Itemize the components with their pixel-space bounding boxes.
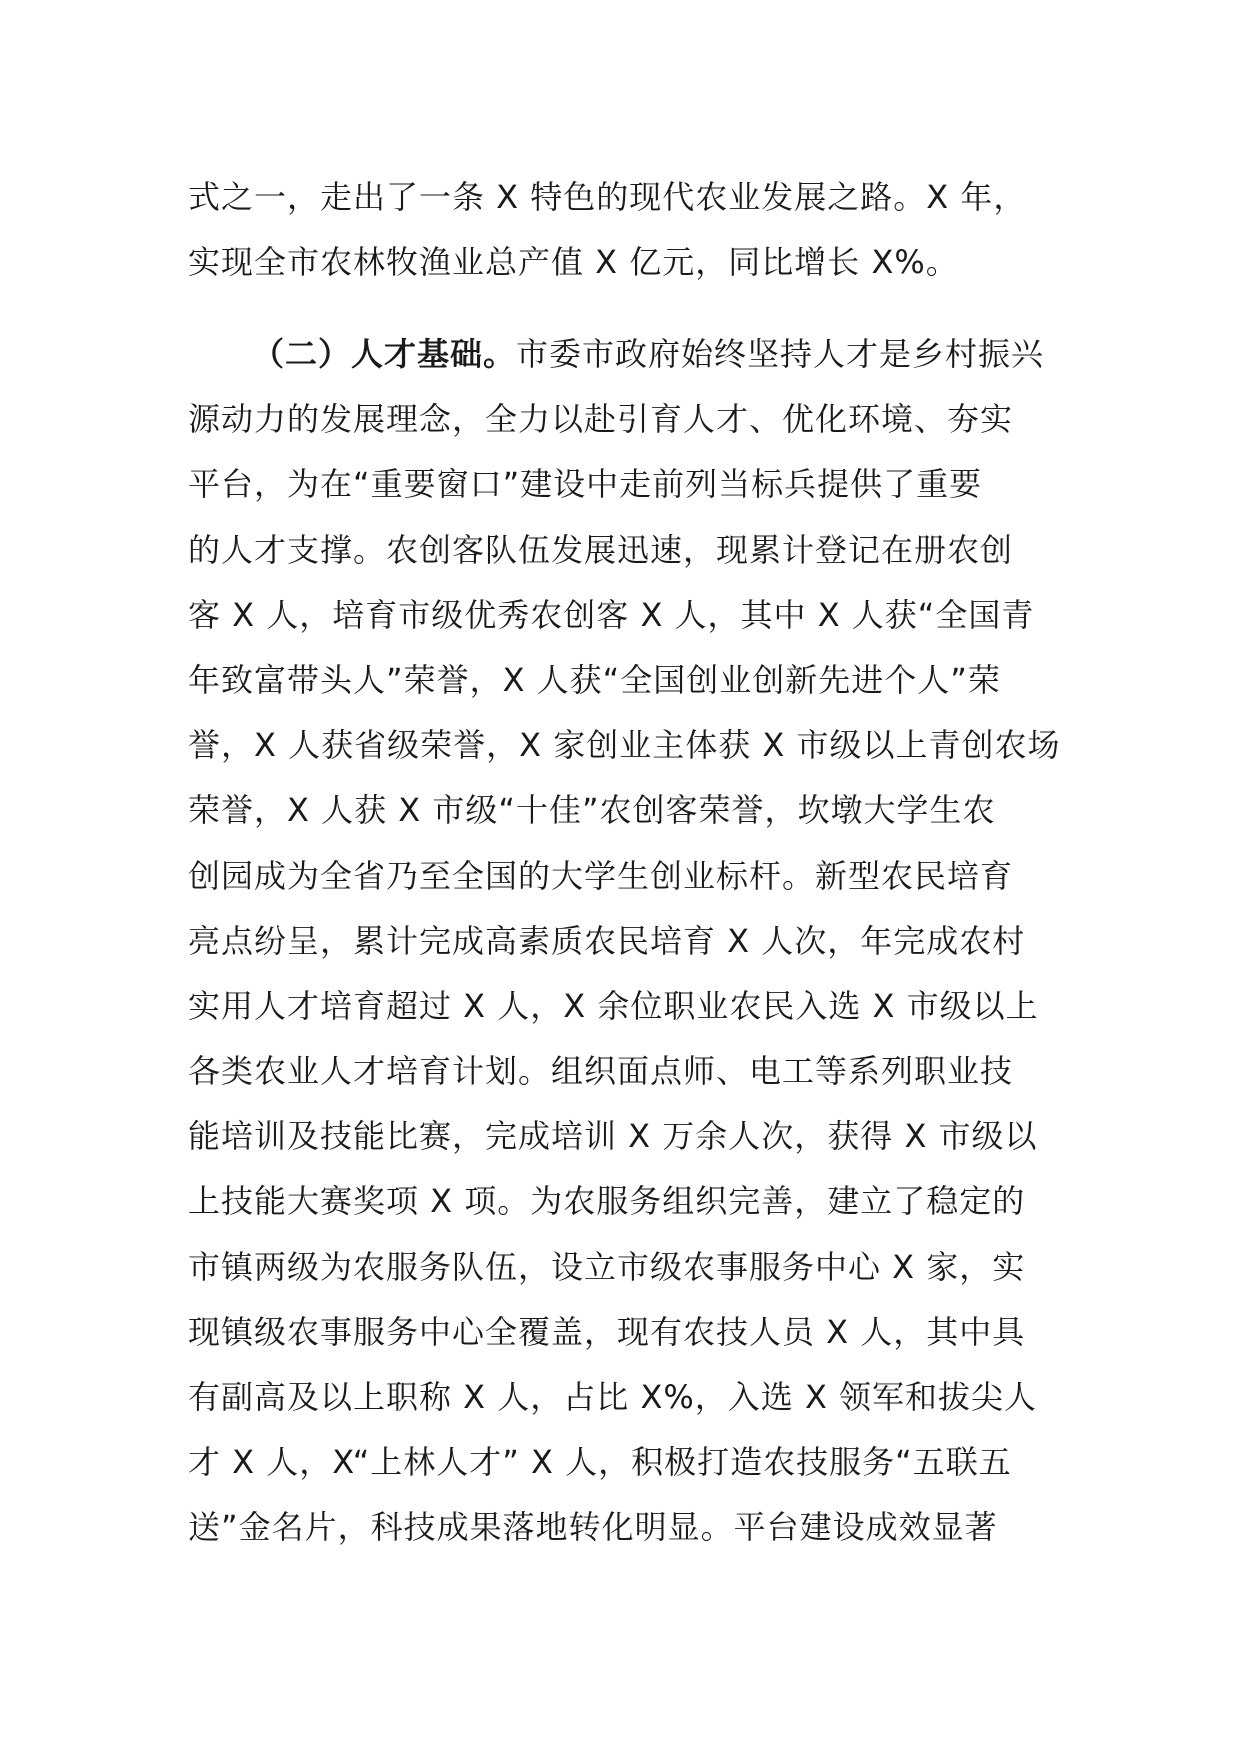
text-line: 的人才支撑。农创客队伍发展迅速，现累计登记在册农创 [188, 530, 1014, 569]
text-line: 实现全市农林牧渔业总产值 X 亿元，同比增长 X%。 [188, 243, 959, 282]
text-line: 上技能大赛奖项 X 项。为农服务组织完善，建立了稳定的 [188, 1182, 1026, 1221]
text-line: 实用人才培育超过 X 人，X 余位职业农民入选 X 市级以上 [188, 986, 1039, 1025]
text-line: 才 X 人，X“上林人才” X 人，积极打造农技服务“五联五 [188, 1443, 1012, 1482]
text-line-rest: 市委市政府始终坚持人才是乡村振兴 [516, 335, 1045, 373]
text-line: 平台，为在“重要窗口”建设中走前列当标兵提供了重要 [188, 465, 983, 504]
text-line: 源动力的发展理念，全力以赴引育人才、优化环境、夯实 [188, 400, 1014, 439]
text-line: 能培训及技能比赛，完成培训 X 万余人次，获得 X 市级以 [188, 1117, 1038, 1156]
text-line: 创园成为全省乃至全国的大学生创业标杆。新型农民培育 [188, 856, 1014, 895]
text-line: 誉，X 人获省级荣誉，X 家创业主体获 X 市级以上青创农场 [188, 726, 1061, 765]
text-line: 式之一，走出了一条 X 特色的现代农业发展之路。X 年， [188, 178, 1027, 216]
text-line: 市镇两级为农服务队伍，设立市级农事服务中心 X 家，实 [188, 1247, 1026, 1286]
text-line: 现镇级农事服务中心全覆盖，现有农技人员 X 人，其中具 [188, 1312, 1026, 1351]
text-line: 有副高及以上职称 X 人，占比 X%，入选 X 领军和拔尖人 [188, 1378, 1038, 1416]
text-line-first [188, 322, 1056, 387]
text-line: 荣誉，X 人获 X 市级“十佳”农创客荣誉，坎墩大学生农 [188, 791, 996, 830]
text-line: 亮点纷呈，累计完成高素质农民培育 X 人次，年完成农村 [188, 921, 1026, 960]
text-line: 客 X 人，培育市级优秀农创客 X 人，其中 X 人获“全国青 [188, 595, 1035, 634]
paragraph-talent-foundation [188, 322, 1061, 1561]
section-heading: （二）人才基础。 [252, 335, 517, 373]
text-line: 送”金名片，科技成果落地转化明显。平台建设成效显著 [188, 1508, 998, 1547]
paragraph-agriculture-output [188, 165, 1056, 295]
text-line: 各类农业人才培育计划。组织面点师、电工等系列职业技 [188, 1052, 1014, 1091]
text-line: 年致富带头人”荣誉，X 人获“全国创业创新先进个人”荣 [188, 660, 1001, 699]
